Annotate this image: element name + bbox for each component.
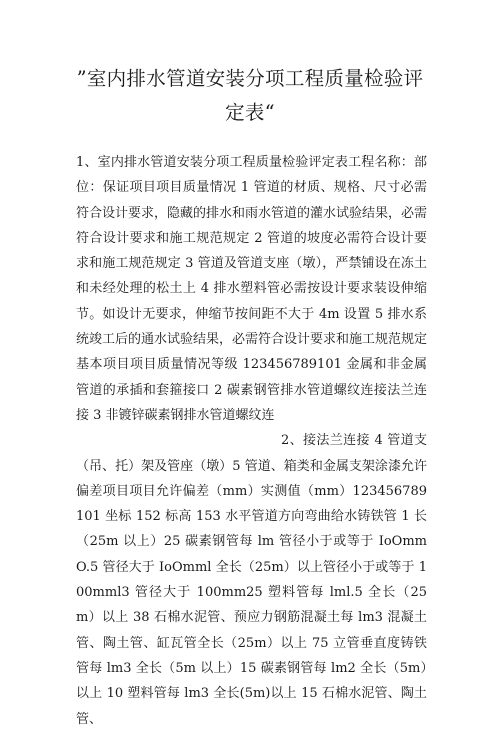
paragraph-1: 1、室内排水管道安装分项工程质量检验评定表工程名称：部位：保证项目项目质量情况 1 管道的材质、规格、尺寸必需符合设计要求，隐藏的排水和雨水管道的灌水试验结果，必需符合设计要求和施工规范规定 2 管道的坡度必需符合设计要求和施工规范规定 3 管道及管道支座（墩），严禁铺设在冻土和未经处理的松土上 4 排水塑料管必需按设计要求装设伸缩节。如设计无要求，伸缩节按间距不大于 4m 设置 5 排水系统竣工后的通水试验结果，必需符合设计要求和施工规范规定基本项目项目质量情况等级 123456789101 金属和非金属管道的承插和套箍接口 2 碳素钢管排水管道螺纹连接法兰连接 3 非镀锌碳素钢排水管道螺纹连 [76,155,428,423]
document-title: ”室内排水管道安装分项工程质量检验评定表“ [76,67,424,124]
paragraph-2: 2、接法兰连接 4 管道支（吊、托）架及管座（墩）5 管道、箱类和金属支架涂漆允许偏差项目项目允许偏差（mm）实测值（mm）123456789101 坐标 152 标高 153 水平管道方向弯曲给水铸铁管 1 长（25m 以上）25 碳素钢管每 lm 管径小于或等于 IoOmmO.5 管径大于 IoOmml 全长（25m）以上管径小于或等于 100mml3 管径大于 100mm25 塑料管每 lml.5 全长（25m）以上 38 石棉水泥管、预应力钢筋混凝土每 lm3 混凝土管、陶土管、缸瓦管全长（25m）以上 75 立管垂直度铸铁管每 lm3 全长（5m 以上）15 碳素钢管每 lm2 全长（5m）以上 10 塑料管每 lm3 全长(5m)以上 15 石棉水泥管、陶土管、 [76,433,427,727]
document-body [76,150,427,732]
